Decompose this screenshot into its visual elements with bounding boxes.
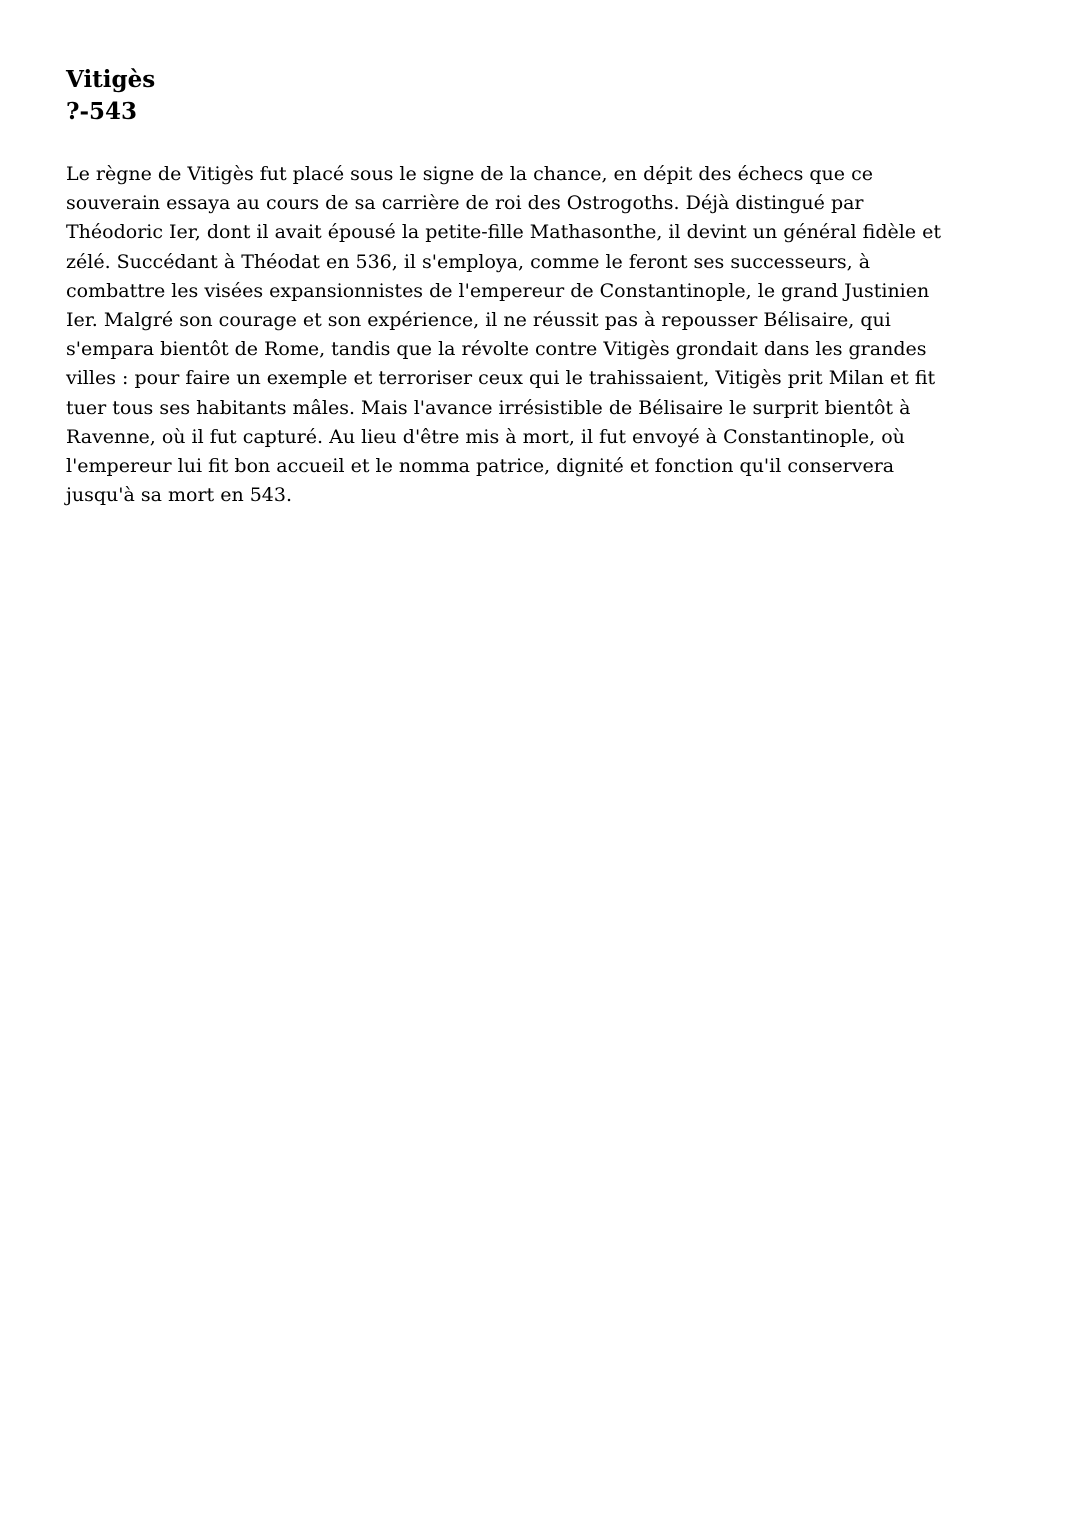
document-title-name: Vitigès xyxy=(66,66,156,93)
document-page xyxy=(66,64,1011,510)
document-body-paragraph: Le règne de Vitigès fut placé sous le signe de la chance, en dépit des échecs que ce souverain essaya au cours de sa carrière de roi des Ostrogoths. Déjà distingué par Théodoric Ier, dont il avait épousé la petite-fille Mathasonthe, il devint un général fidèle et zélé. Succédant à Théodat en 536, il s'employa, comme le feront ses successeurs, à combattre les visées expansionnistes de l'empereur de Constantinople, le grand Justinien Ier. Malgré son courage et son expérience, il ne réussit pas à repousser Bélisaire, qui s'empara bientôt de Rome, tandis que la révolte contre Vitigès grondait dans les grandes villes : pour faire un exemple et terroriser ceux qui le trahissaient, Vitigès prit Milan et fit tuer tous ses habitants mâles. Mais l'avance irrésistible de Bélisaire le surprit bientôt à Ravenne, où il fut capturé. Au lieu d'être mis à mort, il fut envoyé à Constantinople, où l'empereur lui fit bon accueil et le nomma patrice, dignité et fonction qu'il conservera jusqu'à sa mort en 543. xyxy=(66,163,941,507)
document-title-dates: ?-543 xyxy=(66,98,138,125)
